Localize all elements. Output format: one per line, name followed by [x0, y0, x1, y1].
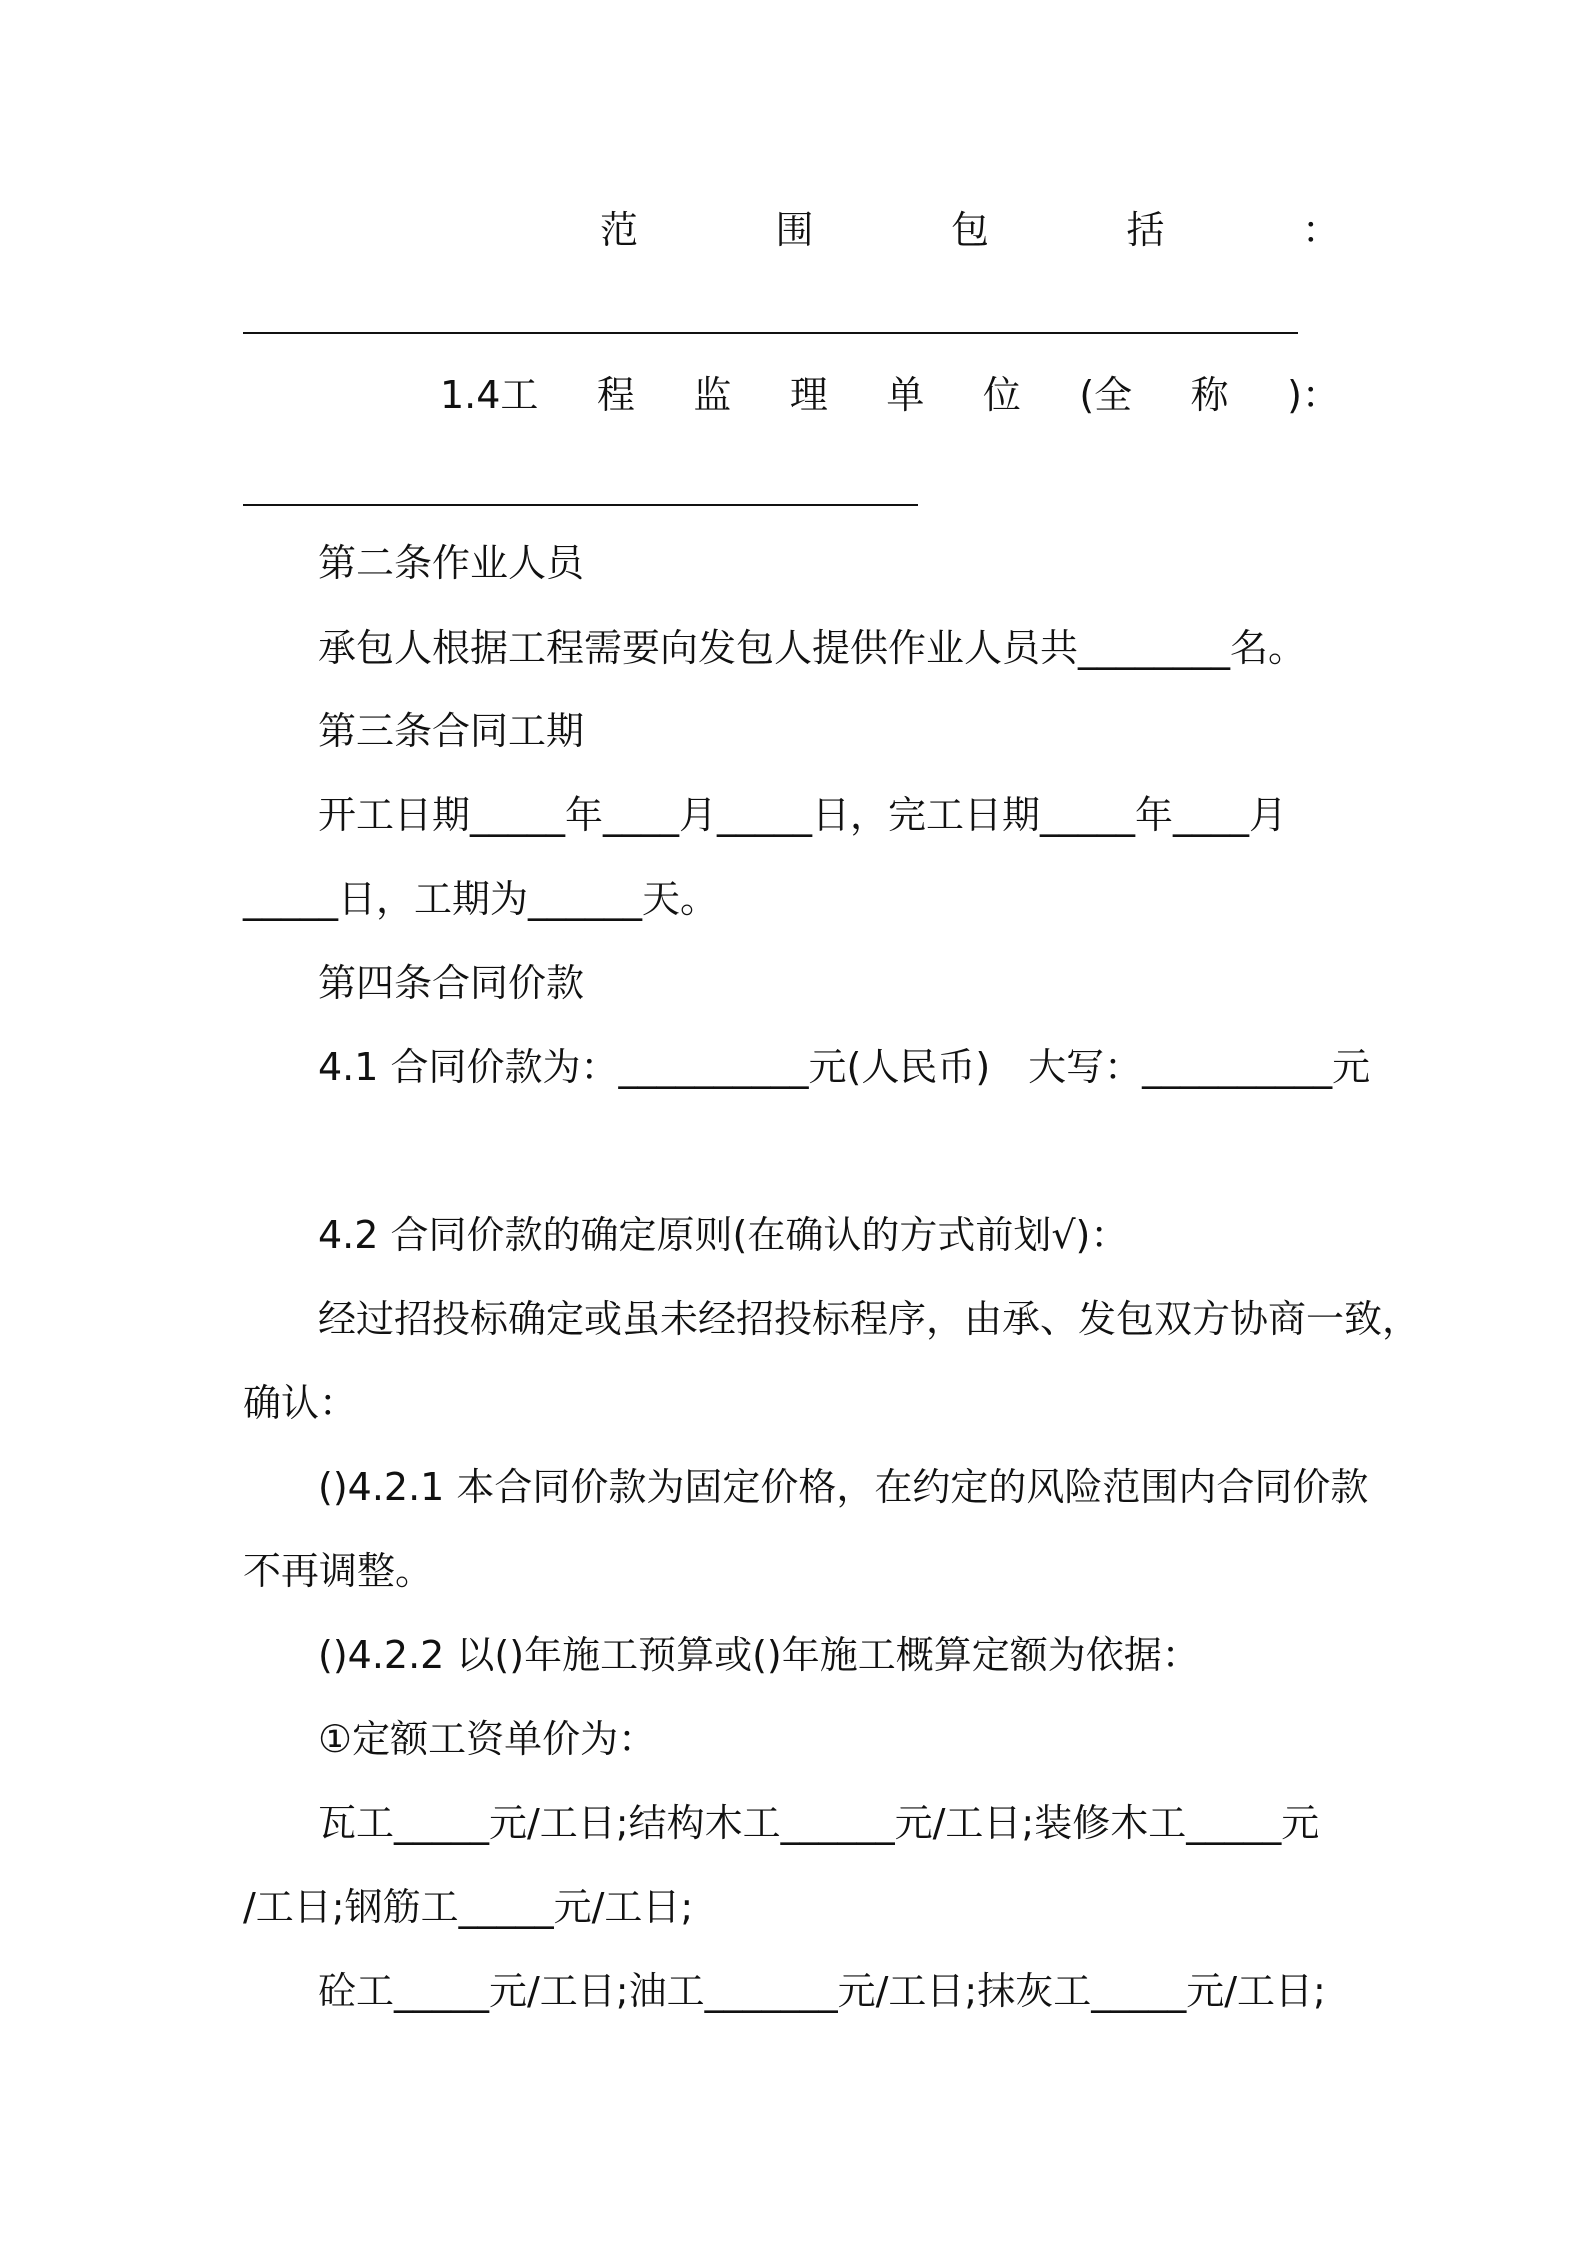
article-3-heading: 第三条合同工期 — [318, 709, 585, 753]
supervisor-char: 单 — [886, 373, 925, 417]
supervisor-char: 程 — [596, 373, 635, 417]
article-2-text: 承包人根据工程需要向发包人提供作业人员共________名。 — [318, 626, 1307, 670]
scope-char: 围 — [775, 208, 814, 252]
supervisor-char: 1.4工 — [440, 373, 539, 417]
clause-4-2: 4.2 合同价款的确定原则(在确认的方式前划√)： — [318, 1213, 1129, 1257]
scope-char: 括 — [1126, 208, 1165, 252]
clause-4-2-text-1: 经过招投标确定或虽未经招投标程序，由承、发包双方协商一致， — [318, 1297, 1421, 1341]
clause-4-2-text-2: 确认： — [243, 1381, 358, 1425]
scope-blank-rule — [243, 332, 1298, 334]
supervisor-line — [440, 370, 1340, 420]
supervisor-blank-rule — [243, 504, 918, 506]
supervisor-char: 称 — [1190, 373, 1229, 417]
scope-char: 包 — [950, 208, 989, 252]
article-2-heading: 第二条作业人员 — [318, 541, 585, 585]
clause-4-2-1-line-2: 不再调整。 — [243, 1549, 434, 1593]
scope-char: 范 — [600, 208, 639, 252]
clause-4-2-1-line-1: ()4.2.1 本合同价款为固定价格，在约定的风险范围内合同价款 — [318, 1465, 1369, 1509]
scope-line — [600, 205, 1340, 255]
wage-line-3: 砼工_____元/工日;油工_______元/工日;抹灰工_____元/工日; — [318, 1969, 1326, 2013]
article-3-line-1: 开工日期_____年____月_____日，完工日期_____年____月 — [318, 793, 1288, 837]
supervisor-char: (全 — [1079, 373, 1133, 417]
wage-line-1: 瓦工_____元/工日;结构木工______元/工日;装修木工_____元 — [318, 1801, 1320, 1845]
supervisor-char: )： — [1287, 373, 1340, 417]
clause-4-2-2: ()4.2.2 以()年施工预算或()年施工概算定额为依据： — [318, 1633, 1200, 1677]
clause-4-1: 4.1 合同价款为：__________元(人民币) 大写：__________元 — [318, 1045, 1371, 1089]
supervisor-char: 监 — [693, 373, 732, 417]
article-4-heading: 第四条合同价款 — [318, 961, 585, 1005]
wage-heading: ①定额工资单价为： — [318, 1717, 657, 1761]
wage-line-2: /工日;钢筋工_____元/工日; — [243, 1885, 694, 1929]
scope-char: ： — [1301, 208, 1340, 252]
article-3-line-2: _____日，工期为______天。 — [243, 877, 719, 921]
supervisor-char: 理 — [789, 373, 828, 417]
supervisor-char: 位 — [982, 373, 1021, 417]
